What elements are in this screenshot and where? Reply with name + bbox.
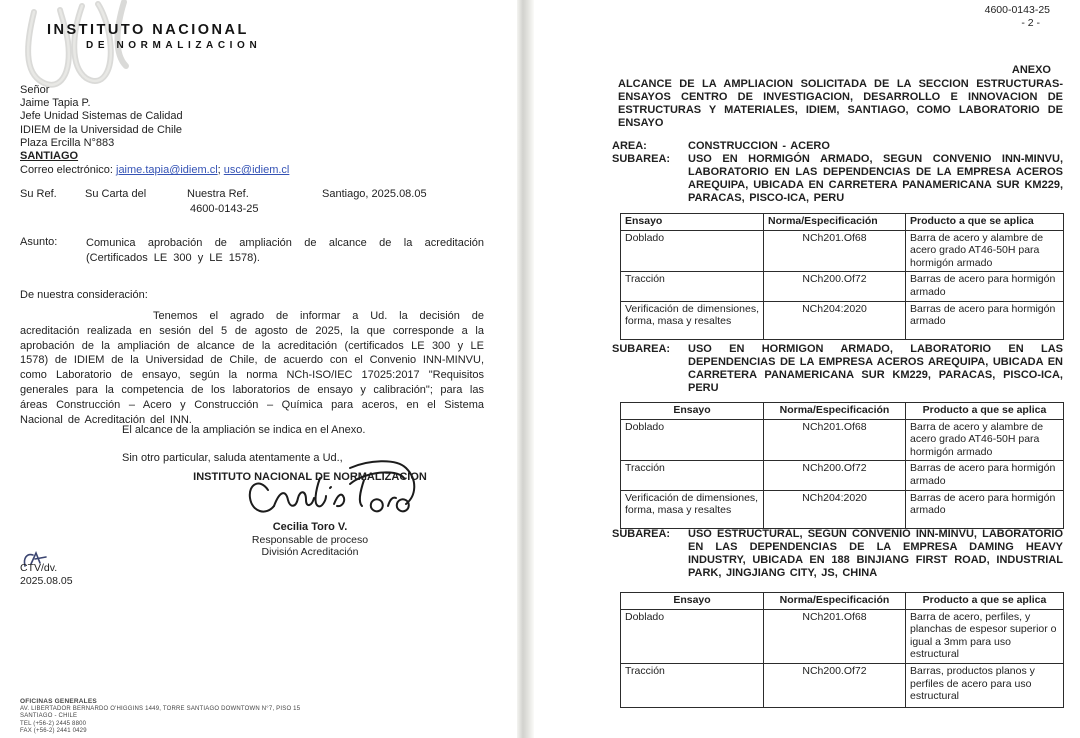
column-header-producto: Producto a que se aplica xyxy=(906,593,1064,610)
body-paragraph-1: Tenemos el agrado de informar a Ud. la decisión de acreditación realizada en sesión del 5 de agosto de 2025, la que corresponde a la aprobación de la ampliación de alcance de la acreditación (certificados LE 300 y LE 1578) de IDIEM de la Universidad de Chile, de acuerdo con el Convenio INN-MINVU, como Laboratorio de ensayo, según la norma NCh-ISO/IEC 17025:2017 "Requisitos generales para la competencia de los laboratorios de ensayo y calibración"; para las áreas Construcción – Acero y Construcción – Química para aceros, en el Sistema Nacional de Acreditación del INN. xyxy=(20,310,484,426)
su-ref-label: Su Ref. xyxy=(20,188,57,200)
subarea-3-text: USO ESTRUCTURAL, SEGUN CONVENIO INN-MINVU, LABORATORIO EN LAS DEPENDENCIAS DE LA EMPRESA DAMING HEAVY INDUSTRY, UBICADA EN 188 BINJIANG FIRST ROAD, INDUSTRIAL PARK, JINGJIANG CITY, JS, CHINA xyxy=(688,528,1063,579)
cell-producto: Barra de acero y alambre de acero grado AT46-50H para hormigón armado xyxy=(906,230,1064,272)
annex-ref-number: 4600-0143-25 xyxy=(984,4,1050,16)
cell-producto: Barra de acero, perfiles, y planchas de espesor superior o igual a 3mm para uso estructural xyxy=(906,609,1064,663)
cell-producto: Barras de acero para hormigón armado xyxy=(906,490,1064,528)
subarea-3-label: SUBAREA: xyxy=(612,528,671,540)
office-footer xyxy=(20,698,300,736)
table-2-header-row xyxy=(621,403,1064,420)
table-row xyxy=(621,663,1064,707)
body-paragraph-3: Sin otro particular, saluda atentamente a Ud., xyxy=(122,452,343,464)
email-separator: ; xyxy=(217,164,221,177)
email-label: Correo electrónico: xyxy=(20,164,113,177)
cell-ensayo: Doblado xyxy=(621,609,764,663)
cell-ensayo: Doblado xyxy=(621,419,764,461)
footer-fax: FAX (+56-2) 2441 0429 xyxy=(20,728,87,735)
subarea-2-text: USO EN HORMIGON ARMADO, LABORATORIO EN LAS DEPENDENCIAS DE LA EMPRESA ACEROS AREQUIPA, UBICADA EN CARRETERA PANAMERICANA SUR KM229, PARACAS, PISCO-ICA, PERU xyxy=(688,343,1063,394)
footer-city: SANTIAGO - CHILE xyxy=(20,713,78,720)
cell-ensayo: Tracción xyxy=(621,461,764,490)
cell-norma: NCh200.Of72 xyxy=(764,272,906,301)
email-link-1[interactable]: jaime.tapia@idiem.cl xyxy=(116,164,218,177)
cell-ensayo: Tracción xyxy=(621,272,764,301)
table-row xyxy=(621,301,1064,339)
salutation: De nuestra consideración: xyxy=(20,289,148,301)
cell-norma: NCh201.Of68 xyxy=(764,230,906,272)
recipient-name: Jaime Tapia P. xyxy=(20,97,91,110)
table-row xyxy=(621,609,1064,663)
table-3-header-row xyxy=(621,593,1064,610)
footer-offices-label: OFICINAS GENERALES xyxy=(20,698,97,705)
anexo-heading: ANEXO xyxy=(1011,64,1051,76)
area-row xyxy=(608,140,1063,153)
cell-norma: NCh204:2020 xyxy=(764,490,906,528)
cell-producto: Barras de acero para hormigón armado xyxy=(906,461,1064,490)
annex-body xyxy=(608,62,1063,738)
column-header-producto: Producto a que se aplica xyxy=(906,403,1064,420)
recipient-block xyxy=(20,84,289,177)
page-gutter xyxy=(517,0,534,738)
org-name-line1: INSTITUTO NACIONAL xyxy=(47,22,249,38)
cell-norma: NCh200.Of72 xyxy=(764,663,906,707)
subarea-2-label: SUBAREA: xyxy=(612,343,671,355)
recipient-salutation: Señor xyxy=(20,84,50,96)
footer-phone: TEL (+56-2) 2445 8800 xyxy=(20,720,87,727)
nuestra-ref-label: Nuestra Ref. xyxy=(187,188,249,200)
area-label: AREA: xyxy=(612,140,647,152)
annex-title: ALCANCE DE LA AMPLIACION SOLICITADA DE LA SECCION ESTRUCTURAS-ENSAYOS CENTRO DE INVESTIGACION, DESARROLLO E INNOVACION DE ESTRUCTURAS Y MATERIALES, IDIEM, SANTIAGO, COMO LABORATORIO DE ENSAYO xyxy=(618,78,1063,129)
signature-org-name: INSTITUTO NACIONAL DE NORMALIZACION xyxy=(193,471,427,483)
signer-role-1: Responsable de proceso xyxy=(251,534,369,546)
email-link-2[interactable]: usc@idiem.cl xyxy=(223,164,290,177)
column-header-ensayo: Ensayo xyxy=(621,593,764,610)
signer-name: Cecilia Toro V. xyxy=(272,521,348,533)
letter-page xyxy=(0,0,517,738)
cell-ensayo: Verificación de dimensiones, forma, masa y resaltes xyxy=(621,301,764,339)
column-header-ensayo: Ensayo xyxy=(621,214,764,231)
typist-initials: CTV/dv. xyxy=(20,562,58,574)
annex-page xyxy=(534,0,1080,738)
asunto-label: Asunto: xyxy=(20,236,58,248)
scope-table-1 xyxy=(620,213,1064,340)
cell-norma: NCh201.Of68 xyxy=(764,609,906,663)
cell-ensayo: Verificación de dimensiones, forma, masa y resaltes xyxy=(621,490,764,528)
recipient-address: Plaza Ercilla N°883 xyxy=(20,136,115,149)
column-header-ensayo: Ensayo xyxy=(621,403,764,420)
column-header-producto: Producto a que se aplica xyxy=(906,214,1064,231)
subarea-1-text: USO EN HORMIGÓN ARMADO, SEGUN CONVENIO INN-MINVU, LABORATORIO EN LAS DEPENDENCIAS DE LA EMPRESA ACEROS AREQUIPA, UBICADA EN CARRETERA PANAMERICANA SUR KM229, PARACAS, PISCO-ICA, PERU xyxy=(688,153,1063,204)
nuestra-ref-block xyxy=(187,188,259,215)
subarea-2-row xyxy=(608,343,1063,395)
signer-role-2: División Acreditación xyxy=(261,546,359,558)
nuestra-ref-value: 4600-0143-25 xyxy=(190,203,259,215)
cell-producto: Barras, productos planos y perfiles de acero para uso estructural xyxy=(906,663,1064,707)
table-row xyxy=(621,272,1064,301)
column-header-norma: Norma/Especificación xyxy=(764,593,906,610)
footer-address: AV. LIBERTADOR BERNARDO O'HIGGINS 1449, TORRE SANTIAGO DOWNTOWN N°7, PISO 15 xyxy=(20,705,301,712)
asunto-text: Comunica aprobación de ampliación de alcance de la acreditación (Certificados LE 300 y LE 1578). xyxy=(86,237,484,264)
table-row xyxy=(621,419,1064,461)
cell-producto: Barra de acero y alambre de acero grado AT46-50H para hormigón armado xyxy=(906,419,1064,461)
cell-ensayo: Tracción xyxy=(621,663,764,707)
subarea-1-row xyxy=(608,153,1063,205)
table-row xyxy=(621,490,1064,528)
city-date: Santiago, 2025.08.05 xyxy=(322,188,427,200)
scope-table-3 xyxy=(620,592,1064,708)
page-number: - 2 - xyxy=(1021,17,1040,29)
recipient-org: IDIEM de la Universidad de Chile xyxy=(20,123,183,136)
table-1-header-row xyxy=(621,214,1064,231)
scope-table-2 xyxy=(620,402,1064,529)
cell-producto: Barras de acero para hormigón armado xyxy=(906,272,1064,301)
email-line xyxy=(20,164,289,177)
annex-reference-block xyxy=(985,4,1050,30)
cell-norma: NCh204:2020 xyxy=(764,301,906,339)
cell-ensayo: Doblado xyxy=(621,230,764,272)
body-paragraph-2: El alcance de la ampliación se indica en el Anexo. xyxy=(122,424,366,436)
table-row xyxy=(621,461,1064,490)
letter-date: 2025.08.05 xyxy=(20,575,73,587)
su-carta-label: Su Carta del xyxy=(85,188,147,200)
subarea-1-label: SUBAREA: xyxy=(612,153,671,165)
column-header-norma: Norma/Especificación xyxy=(764,214,906,231)
handwritten-signature xyxy=(238,456,418,528)
table-row xyxy=(621,230,1064,272)
cell-norma: NCh201.Of68 xyxy=(764,419,906,461)
cell-norma: NCh200.Of72 xyxy=(764,461,906,490)
area-value: CONSTRUCCION - ACERO xyxy=(688,140,830,152)
column-header-norma: Norma/Especificación xyxy=(764,403,906,420)
cell-producto: Barras de acero para hormigón armado xyxy=(906,301,1064,339)
recipient-title: Jefe Unidad Sistemas de Calidad xyxy=(20,110,183,123)
subarea-3-row xyxy=(608,528,1063,580)
recipient-city: SANTIAGO xyxy=(20,150,79,163)
org-name-line2: DE NORMALIZACION xyxy=(86,40,262,51)
